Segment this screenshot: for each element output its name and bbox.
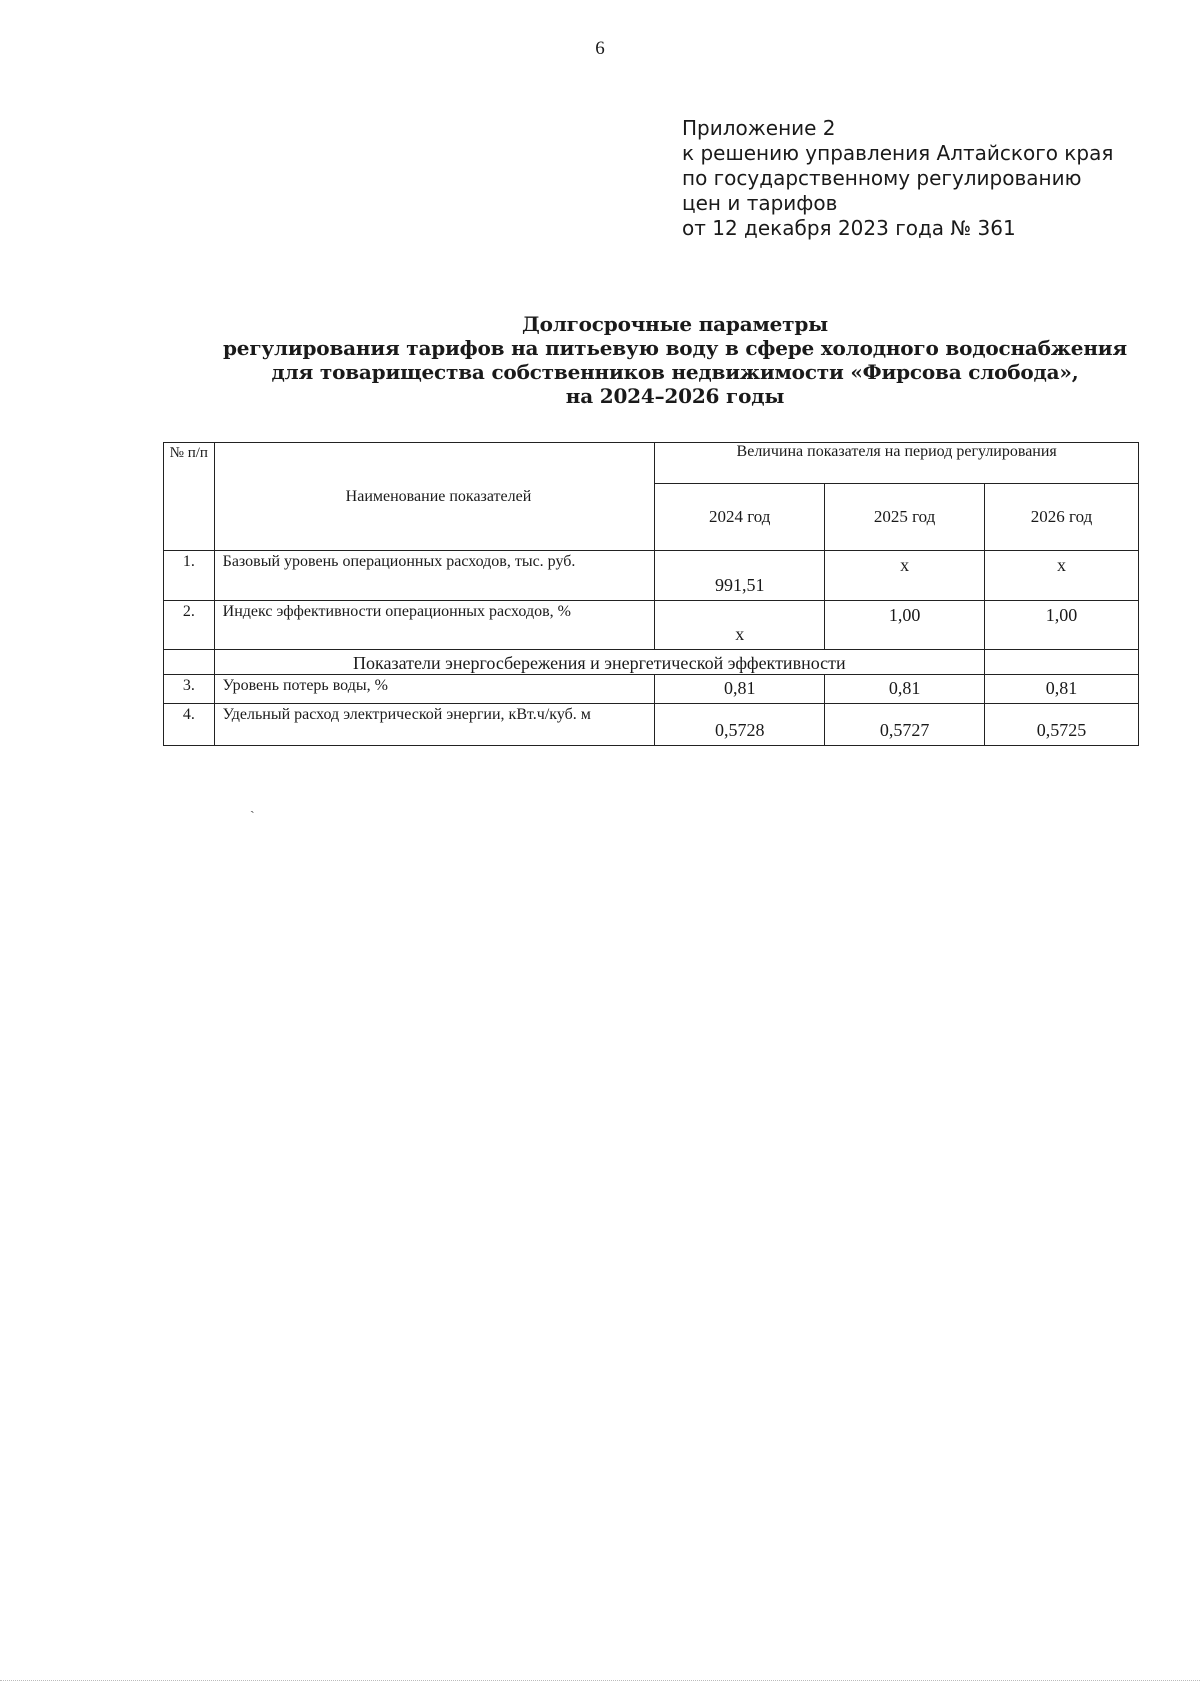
parameters-table	[163, 442, 1139, 746]
row-value-2026: 0,81	[985, 675, 1139, 704]
appendix-line-3: по государственному регулированию	[682, 166, 1082, 190]
scan-edge-line	[0, 1680, 1200, 1681]
table-row	[164, 601, 1139, 650]
table-subheader-row	[164, 650, 1139, 675]
header-year-2026: 2026 год	[985, 484, 1139, 551]
row-name: Уровень потерь воды, %	[214, 675, 655, 704]
appendix-line-5: от 12 декабря 2023 года № 361	[682, 216, 1016, 240]
row-value-2025: х	[825, 551, 985, 601]
row-value-2024: 991,51	[655, 551, 825, 601]
appendix-block	[682, 116, 1113, 241]
table-row	[164, 551, 1139, 601]
row-value-2025: 1,00	[825, 601, 985, 650]
appendix-line-2: к решению управления Алтайского края	[682, 141, 1114, 165]
appendix-line-4: цен и тарифов	[682, 191, 838, 215]
header-name: Наименование показателей	[214, 443, 655, 551]
appendix-line-1: Приложение 2	[682, 116, 836, 140]
row-value-2024: 0,5728	[655, 704, 825, 746]
header-year-2025: 2025 год	[825, 484, 985, 551]
subheader-empty-last	[985, 650, 1139, 675]
document-title	[150, 312, 1200, 408]
title-line-1: Долгосрочные параметры	[521, 312, 828, 336]
row-value-2024: 0,81	[655, 675, 825, 704]
title-line-4: на 2024–2026 годы	[565, 384, 785, 408]
page-number: 6	[595, 38, 605, 59]
scan-speck: ˏ	[250, 798, 255, 814]
row-name: Удельный расход электрической энергии, кВт.ч/куб. м	[214, 704, 655, 746]
header-num: № п/п	[164, 443, 215, 551]
table-header-row	[164, 443, 1139, 484]
row-value-2024: х	[655, 601, 825, 650]
row-num: 2.	[164, 601, 215, 650]
header-period: Величина показателя на период регулирования	[655, 443, 1139, 484]
row-value-2025: 0,81	[825, 675, 985, 704]
table-row	[164, 675, 1139, 704]
row-num: 4.	[164, 704, 215, 746]
row-value-2026: 1,00	[985, 601, 1139, 650]
subheader-empty-num	[164, 650, 215, 675]
row-value-2025: 0,5727	[825, 704, 985, 746]
row-value-2026: х	[985, 551, 1139, 601]
title-line-2: регулирования тарифов на питьевую воду в сфере холодного водоснабжения	[223, 336, 1127, 360]
table-row	[164, 704, 1139, 746]
subheader-energy: Показатели энергосбережения и энергетической эффективности	[214, 650, 984, 675]
title-line-3: для товарищества собственников недвижимости «Фирсова слобода»,	[271, 360, 1079, 384]
row-num: 1.	[164, 551, 215, 601]
row-num: 3.	[164, 675, 215, 704]
row-name: Индекс эффективности операционных расходов, %	[214, 601, 655, 650]
row-name: Базовый уровень операционных расходов, тыс. руб.	[214, 551, 655, 601]
row-value-2026: 0,5725	[985, 704, 1139, 746]
header-year-2024: 2024 год	[655, 484, 825, 551]
